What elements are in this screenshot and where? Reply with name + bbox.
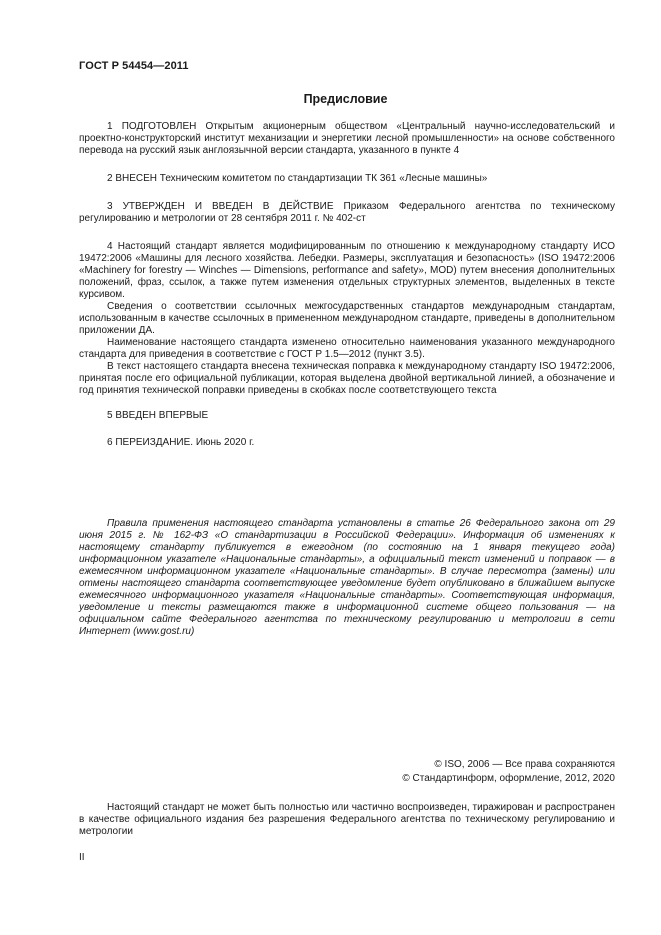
page-number: II <box>79 852 85 863</box>
copyright-iso: © ISO, 2006 — Все права сохраняются <box>434 759 615 770</box>
item-6-text: 6 ПЕРЕИЗДАНИЕ. Июнь 2020 г. <box>107 437 255 448</box>
standard-code: ГОСТ Р 54454—2011 <box>79 60 189 72</box>
item-3-text: 3 УТВЕРЖДЕН И ВВЕДЕН В ДЕЙСТВИЕ Приказом Федерального агентства по техническому регулированию и метрологии от 28 сентября 2011 г. № 402-ст <box>79 201 615 224</box>
item-3 <box>79 201 615 225</box>
item-2-text: 2 ВНЕСЕН Техническим комитетом по стандартизации ТК 361 «Лесные машины» <box>107 173 488 184</box>
item-4-main: 4 Настоящий стандарт является модифицированным по отношению к международному стандарту ИСО 19472:2006 «Машины для лесного хозяйства. Лебедки. Размеры, эксплуатация и безопасность» (ISO 19472:2006 «Machinery for forestry — Winches — Dimensions, performance and safety», MOD) путем внесения дополнительных положений, фраз, ссылок, а также путем изменения отдельных структурных элементов, выделенных в тексте курсивом. <box>79 241 615 300</box>
application-notice-text: Правила применения настоящего стандарта установлены в статье 26 Федерального закона от 29 июня 2015 г. № 162-ФЗ «О стандартизации в Российской Федерации». Информация об изменениях к настоящему стандарту публикуется в ежегодном (по состоянию на 1 января текущего года) информационном указателе «Национальные стандарты», а официальный текст изменений и поправок — в ежемесячном информационном указателе «Национальные стандарты». В случае пересмотра (замены) или отмены настоящего стандарта соответствующее уведомление будет опубликовано в ближайшем выпуске ежемесячного информационного указателя «Национальные стандарты». Соответствующая информация, уведомление и тексты размещаются также в информационной системе общего пользования — на официальном сайте Федерального агентства по техническому регулированию и метрологии в сети Интернет (www.gost.ru) <box>79 518 615 637</box>
item-4 <box>79 241 615 397</box>
item-4-correction: В текст настоящего стандарта внесена техническая поправка к международному стандарту ISO 19472:2006, принятая после его официальной публикации, которая выделена двойной вертикальной линией, а обозначение и год принятия технической поправки приведены в скобках после соответствующего текста <box>79 361 615 396</box>
item-6 <box>79 437 615 449</box>
item-5 <box>79 410 615 422</box>
page-title: Предисловие <box>303 92 388 106</box>
application-notice <box>79 518 615 638</box>
reproduction-notice <box>79 802 615 838</box>
item-4-title-change: Наименование настоящего стандарта изменено относительно наименования указанного международного стандарта для приведения в соответствие с ГОСТ Р 1.5—2012 (пункт 3.5). <box>79 337 615 360</box>
reproduction-notice-text: Настоящий стандарт не может быть полностью или частично воспроизведен, тиражирован и распространен в качестве официального издания без разрешения Федерального агентства по техническому регулированию и метрологии <box>79 802 615 837</box>
item-5-text: 5 ВВЕДЕН ВПЕРВЫЕ <box>107 410 209 421</box>
item-2 <box>79 173 615 185</box>
copyright-standartinform: © Стандартинформ, оформление, 2012, 2020 <box>402 773 615 784</box>
item-4-references: Сведения о соответствии ссылочных межгосударственных стандартов международным стандартам, использованным в качестве ссылочных в примененном международном стандарте, приведены в дополнительном приложении ДА. <box>79 301 615 336</box>
item-1-text: 1 ПОДГОТОВЛЕН Открытым акционерным обществом «Центральный научно-исследовательский и проектно-конструкторский институт механизации и энергетики лесной промышленности» на основе собственного перевода на русский язык англоязычной версии стандарта, указанного в пункте 4 <box>79 121 615 156</box>
item-1 <box>79 121 615 157</box>
